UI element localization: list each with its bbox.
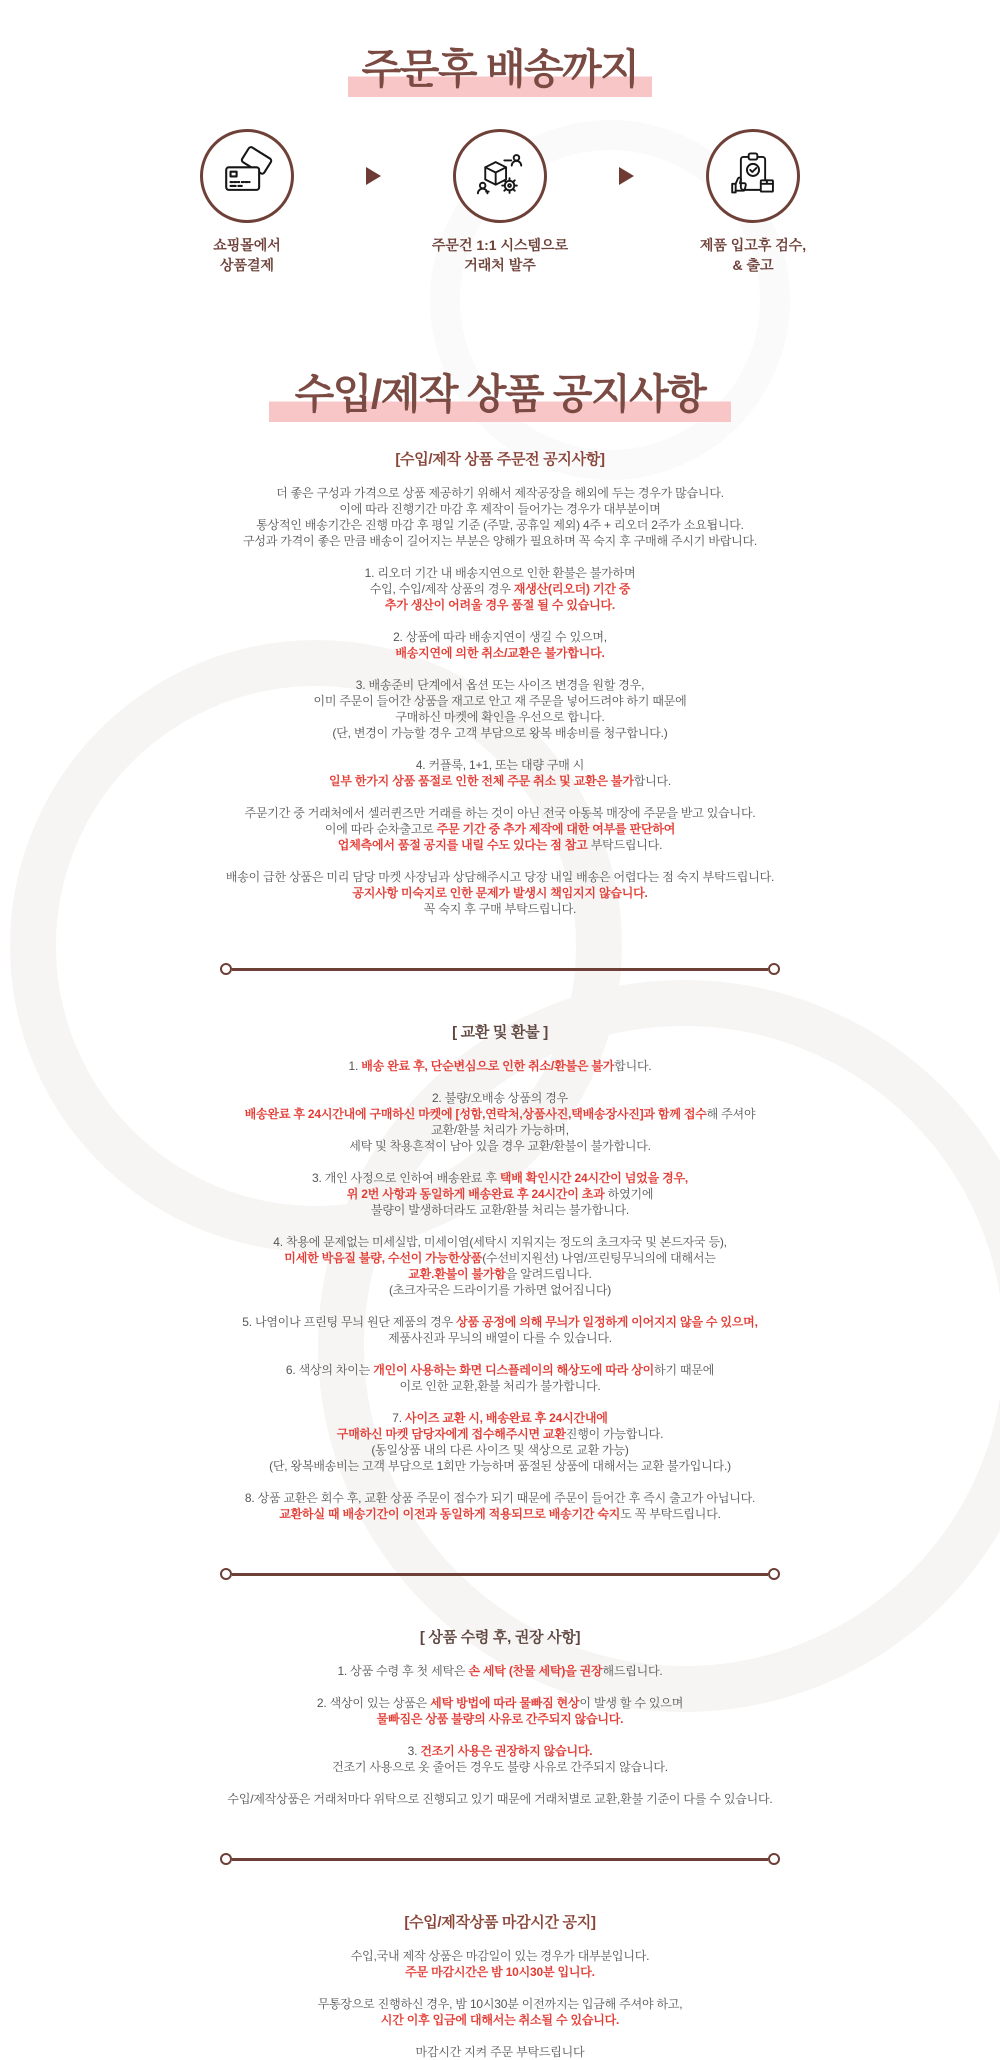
section-heading: [수입/제작상품 마감시간 공지] [404, 1914, 596, 1932]
text-line [150, 1948, 850, 1964]
text-line [150, 1743, 850, 1759]
text-line [150, 1202, 850, 1218]
red-emphasis-text: 교환하실 때 배송기간이 이전과 동일하게 적용되므로 배송기간 숙지 [279, 1507, 621, 1522]
text-line [150, 2044, 850, 2060]
body-text: 5. 나염이나 프린팅 무늬 원단 제품의 경우 [242, 1315, 457, 1330]
text-line [150, 1058, 850, 1074]
body-text: 2. 상품에 따라 배송지연이 생길 수 있으며, [393, 630, 607, 645]
red-emphasis-text: 물빠짐은 상품 불량의 사유로 간주되지 않습니다. [376, 1712, 624, 1727]
body-text: 더 좋은 구성과 가격으로 상품 제공하기 위해서 제작공장을 해외에 두는 경우가 많습니다. [276, 486, 724, 501]
body-text: 1. 리오더 기간 내 배송지연으로 인한 환불은 불가하며 [364, 566, 636, 581]
arrow-right-icon [619, 167, 634, 185]
text-line [150, 1250, 850, 1266]
step-label-line: 상품결제 [219, 256, 275, 273]
body-text: 3. 개인 사정으로 인하여 배송완료 후 [311, 1171, 500, 1186]
body-text: 꼭 숙지 후 구매 부탁드립니다. [423, 902, 577, 917]
section-heading: [수입/제작 상품 주문전 공지사항] [395, 451, 605, 469]
text-line [150, 1458, 850, 1474]
red-emphasis-text: 추가 생산이 어려울 경우 품절 될 수 있습니다. [384, 598, 616, 613]
text-line [150, 709, 850, 725]
text-block [150, 565, 850, 613]
text-block [150, 485, 850, 549]
red-emphasis-text: 건조기 사용은 권장하지 않습니다. [420, 1744, 593, 1759]
red-emphasis-text: 교환.환불이 불가함 [408, 1267, 506, 1282]
credit-card-icon [200, 129, 294, 223]
body-text: 주문기간 중 거래처에서 셀러퀸즈만 거래를 하는 것이 아닌 전국 아동복 매장에 주문을 받고 있습니다. [244, 806, 756, 821]
text-block [150, 1490, 850, 1522]
text-line [150, 581, 850, 597]
body-text: 수입/제작상품은 거래처마다 위탁으로 진행되고 있기 때문에 거래처별로 교환,환불 기준이 다를 수 있습니다. [227, 1792, 773, 1807]
body-text: 구매하신 마켓에 확인을 우선으로 합니다. [395, 710, 605, 725]
red-emphasis-text: 주문 기간 중 추가 제작에 대한 여부를 판단하여 [436, 822, 676, 837]
text-line [150, 1106, 850, 1122]
red-emphasis-text: 일부 한가지 상품 품절로 인한 전체 주문 취소 및 교환은 불가 [328, 774, 634, 789]
text-line [150, 1234, 850, 1250]
body-text: 을 알려드립니다. [505, 1267, 592, 1282]
step-label-line: 쇼핑몰에서 [213, 237, 281, 254]
order-system-icon [453, 129, 547, 223]
red-emphasis-text: 개인이 사용하는 화면 디스플레이의 해상도에 따라 상이 [373, 1363, 655, 1378]
page-title [150, 0, 850, 93]
divider-endpoint [768, 963, 780, 975]
body-text: 제품사진과 무늬의 배열이 다를 수 있습니다. [388, 1331, 612, 1346]
inspection-icon [706, 129, 800, 223]
body-text: (단, 변경이 가능할 경우 고객 부담으로 왕복 배송비를 청구합니다.) [332, 726, 668, 741]
text-line [150, 1759, 850, 1775]
text-line [150, 565, 850, 581]
red-emphasis-text: 상품 공정에 의해 무늬가 일정하게 이어지지 않을 수 있으며, [456, 1315, 758, 1330]
text-line [150, 757, 850, 773]
red-emphasis-text: 위 2번 사항과 동일하게 배송완료 후 24시간이 초과 [346, 1187, 605, 1202]
text-block [150, 805, 850, 853]
text-line [150, 901, 850, 917]
body-text: 1. [348, 1059, 362, 1074]
text-line [150, 1426, 850, 1442]
text-line [150, 517, 850, 533]
text-block [150, 1234, 850, 1298]
divider-line [232, 1573, 768, 1575]
body-text: 하기 때문에 [654, 1363, 715, 1378]
red-emphasis-text: 택배 확인시간 24시간이 넘었을 경우, [499, 1171, 688, 1186]
body-text: 진행이 가능합니다. [565, 1427, 664, 1442]
divider-endpoint [768, 1853, 780, 1865]
text-block [150, 1663, 850, 1679]
text-block [150, 1791, 850, 1807]
body-text: 하였기에 [604, 1187, 654, 1202]
divider-line [232, 968, 768, 970]
text-line [150, 501, 850, 517]
red-emphasis-text: 사이즈 교환 시, 배송완료 후 24시간내에 [405, 1411, 608, 1426]
body-text: 해 주셔야 [706, 1107, 756, 1122]
text-line [150, 805, 850, 821]
body-text: 이미 주문이 들어간 상품을 재고로 안고 재 주문을 넣어드려야 하기 때문에 [313, 694, 687, 709]
text-line [150, 1711, 850, 1727]
text-block [150, 1170, 850, 1218]
text-line [150, 1138, 850, 1154]
red-emphasis-text: 재생산(리오더) 기간 중 [513, 582, 631, 597]
body-text: 3. 배송준비 단계에서 옵션 또는 사이즈 변경을 원할 경우, [355, 678, 645, 693]
section-heading: [ 상품 수령 후, 권장 사항] [419, 1629, 581, 1647]
highlighted-title-text: 수입/제작 상품 공지사항 [269, 371, 732, 422]
text-line [150, 1663, 850, 1679]
body-text: 부탁드립니다. [587, 838, 663, 853]
body-text: (동일상품 내의 다른 사이즈 및 색상으로 교환 가능) [371, 1443, 629, 1458]
step-label-line: 제품 입고후 검수, [699, 237, 807, 254]
text-line [150, 1314, 850, 1330]
divider-endpoint [220, 963, 232, 975]
body-text: (초크자국은 드라이기를 가하면 없어집니다) [388, 1283, 612, 1298]
section-divider [220, 1853, 780, 1865]
body-text: 2. 불량/오배송 상품의 경우 [431, 1091, 569, 1106]
body-text: 교환/환불 처리가 가능하며, [431, 1123, 569, 1138]
text-block [150, 1362, 850, 1394]
body-text: 4. 착용에 문제없는 미세실밥, 미세이염(세탁시 지워지는 정도의 초크자국 및 본드자국 등), [273, 1235, 727, 1250]
section-divider [220, 1568, 780, 1580]
red-emphasis-text: 시간 이후 입금에 대해서는 취소될 수 있습니다. [380, 2013, 620, 2028]
step-label [213, 236, 281, 275]
text-block [150, 1410, 850, 1474]
red-emphasis-text: 주문 마감시간은 밤 10시30분 입니다. [405, 1965, 595, 1980]
body-text: 수입, 수입/제작 상품의 경우 [369, 582, 514, 597]
body-text: 수입,국내 제작 상품은 마감일이 있는 경우가 대부분입니다. [350, 1949, 650, 1964]
text-line [150, 629, 850, 645]
body-text: 이에 따라 순차출고로 [324, 822, 437, 837]
text-line [150, 597, 850, 613]
body-text: 6. 색상의 차이는 [285, 1363, 374, 1378]
text-block [150, 1743, 850, 1775]
red-emphasis-text: 배송 완료 후, 단순변심으로 인한 취소/환불은 불가 [361, 1059, 615, 1074]
text-line [150, 1996, 850, 2012]
text-line [150, 485, 850, 501]
text-line [150, 1090, 850, 1106]
body-text: 해드립니다. [602, 1664, 663, 1679]
body-text: 3. [407, 1744, 421, 1759]
body-text: 도 꼭 부탁드립니다. [620, 1507, 721, 1522]
body-text: (단, 왕복배송비는 고객 부담으로 1회만 가능하며 품절된 상품에 대해서는 교환 불가입니다.) [269, 1459, 731, 1474]
text-line [150, 725, 850, 741]
body-text: 합니다. [633, 774, 672, 789]
text-line [150, 885, 850, 901]
arrow-right-icon [366, 167, 381, 185]
body-text: 구성과 가격이 좋은 만큼 배송이 길어지는 부분은 양해가 필요하며 꼭 숙지 후 구매해 주시기 바랍니다. [242, 534, 758, 549]
text-block [150, 677, 850, 741]
notice-section [150, 1626, 850, 1807]
section-divider [220, 963, 780, 975]
step-label-line: & 출고 [732, 256, 774, 273]
text-block [150, 1314, 850, 1346]
body-text: 이로 인한 교환,환불 처리가 불가합니다. [399, 1379, 601, 1394]
text-line [150, 1266, 850, 1282]
body-text: 불량이 발생하더라도 교환/환불 처리는 불가합니다. [370, 1203, 630, 1218]
body-text: (수선비지원선) 나염/프린팅무늬의에 대해서는 [482, 1251, 716, 1266]
text-line [150, 1506, 850, 1522]
section-heading: [ 교환 및 환불 ] [452, 1024, 548, 1042]
text-line [150, 1695, 850, 1711]
text-line [150, 2012, 850, 2028]
text-line [150, 533, 850, 549]
text-block [150, 869, 850, 917]
body-text: 4. 커플룩, 1+1, 또는 대량 구매 시 [415, 758, 585, 773]
notice-sections [150, 448, 850, 2060]
text-line [150, 837, 850, 853]
divider-endpoint [220, 1568, 232, 1580]
body-text: 8. 상품 교환은 회수 후, 교환 상품 주문이 접수가 되기 때문에 주문이 들어간 후 즉시 출고가 아닙니다. [244, 1491, 756, 1506]
text-line [150, 677, 850, 693]
text-line [150, 1122, 850, 1138]
text-block [150, 1996, 850, 2028]
text-block [150, 2044, 850, 2060]
text-line [150, 1362, 850, 1378]
red-emphasis-text: 세탁 방법에 따라 물빠짐 현상 [430, 1696, 580, 1711]
text-line [150, 1410, 850, 1426]
body-text: 이 발생 할 수 있으며 [579, 1696, 684, 1711]
red-emphasis-text: 구매하신 마켓 담당자에게 접수해주시면 교환 [336, 1427, 566, 1442]
text-line [150, 1378, 850, 1394]
body-text: 2. 색상이 있는 상품은 [316, 1696, 431, 1711]
body-text: 건조기 사용으로 옷 줄어든 경우도 불량 사유로 간주되지 않습니다. [332, 1760, 668, 1775]
text-line [150, 645, 850, 661]
text-line [150, 773, 850, 789]
highlighted-title-text: 주문후 배송까지 [348, 46, 653, 97]
body-text: 통상적인 배송기간은 진행 마감 후 평일 기준 (주말, 공휴일 제외) 4주 + 리오더 2주가 소요됩니다. [256, 518, 744, 533]
text-block [150, 1090, 850, 1154]
text-block [150, 757, 850, 789]
divider-endpoint [768, 1568, 780, 1580]
red-emphasis-text: 업체측에서 품절 공지를 내릴 수도 있다는 점 참고 [337, 838, 588, 853]
text-line [150, 1442, 850, 1458]
body-text: 마감시간 지켜 주문 부탁드립니다 [415, 2045, 585, 2060]
text-line [150, 1791, 850, 1807]
text-block [150, 1695, 850, 1727]
text-line [150, 1330, 850, 1346]
body-text: 세탁 및 착용흔적이 남아 있을 경우 교환/환불이 불가합니다. [349, 1139, 651, 1154]
body-text: 이에 따라 진행기간 마감 후 제작이 들어가는 경우가 대부분이며 [339, 502, 661, 517]
step-label [700, 236, 806, 275]
red-emphasis-text: 공지사항 미숙지로 인한 문제가 발생시 책임지지 않습니다. [352, 886, 648, 901]
step-payment [152, 129, 342, 275]
body-text: 1. 상품 수령 후 첫 세탁은 [337, 1664, 469, 1679]
text-line [150, 1964, 850, 1980]
text-line [150, 1282, 850, 1298]
text-line [150, 693, 850, 709]
text-line [150, 1490, 850, 1506]
text-line [150, 821, 850, 837]
text-line [150, 1186, 850, 1202]
body-text: 7. [392, 1411, 406, 1426]
step-inspection [658, 129, 848, 275]
notice-section [150, 1021, 850, 1522]
text-block [150, 1948, 850, 1980]
body-text: 배송이 급한 상품은 미리 담당 마켓 사장님과 상담해주시고 당장 내일 배송은 어렵다는 점 숙지 부탁드립니다. [225, 870, 775, 885]
text-line [150, 1170, 850, 1186]
notice-section [150, 1911, 850, 2060]
text-line [150, 869, 850, 885]
step-label-line: 거래처 발주 [464, 256, 536, 273]
step-label-line: 주문건 1:1 시스템으로 [431, 237, 569, 254]
red-emphasis-text: 손 세탁 (찬물 세탁)을 권장 [468, 1664, 603, 1679]
body-text: 무통장으로 진행하신 경우, 밤 10시30분 이전까지는 입금해 주셔야 하고, [317, 1997, 683, 2012]
text-block [150, 1058, 850, 1074]
red-emphasis-text: 미세한 박음질 불량, 수선이 가능한상품 [284, 1251, 483, 1266]
body-text: 합니다. [614, 1059, 652, 1074]
step-order-system [405, 129, 595, 275]
notice-section [150, 448, 850, 917]
text-block [150, 629, 850, 661]
divider-endpoint [220, 1853, 232, 1865]
red-emphasis-text: 배송지연에 의한 취소/교환은 불가합니다. [395, 646, 605, 661]
red-emphasis-text: 배송완료 후 24시간내에 구매하신 마켓에 [성함,연락처,상품사진,택배송장사진]과 함께 접수 [244, 1107, 707, 1122]
order-flow-steps [150, 129, 850, 275]
divider-line [232, 1858, 768, 1860]
step-label [432, 236, 568, 275]
notice-title [150, 371, 850, 418]
product-notice-page [150, 0, 850, 2060]
